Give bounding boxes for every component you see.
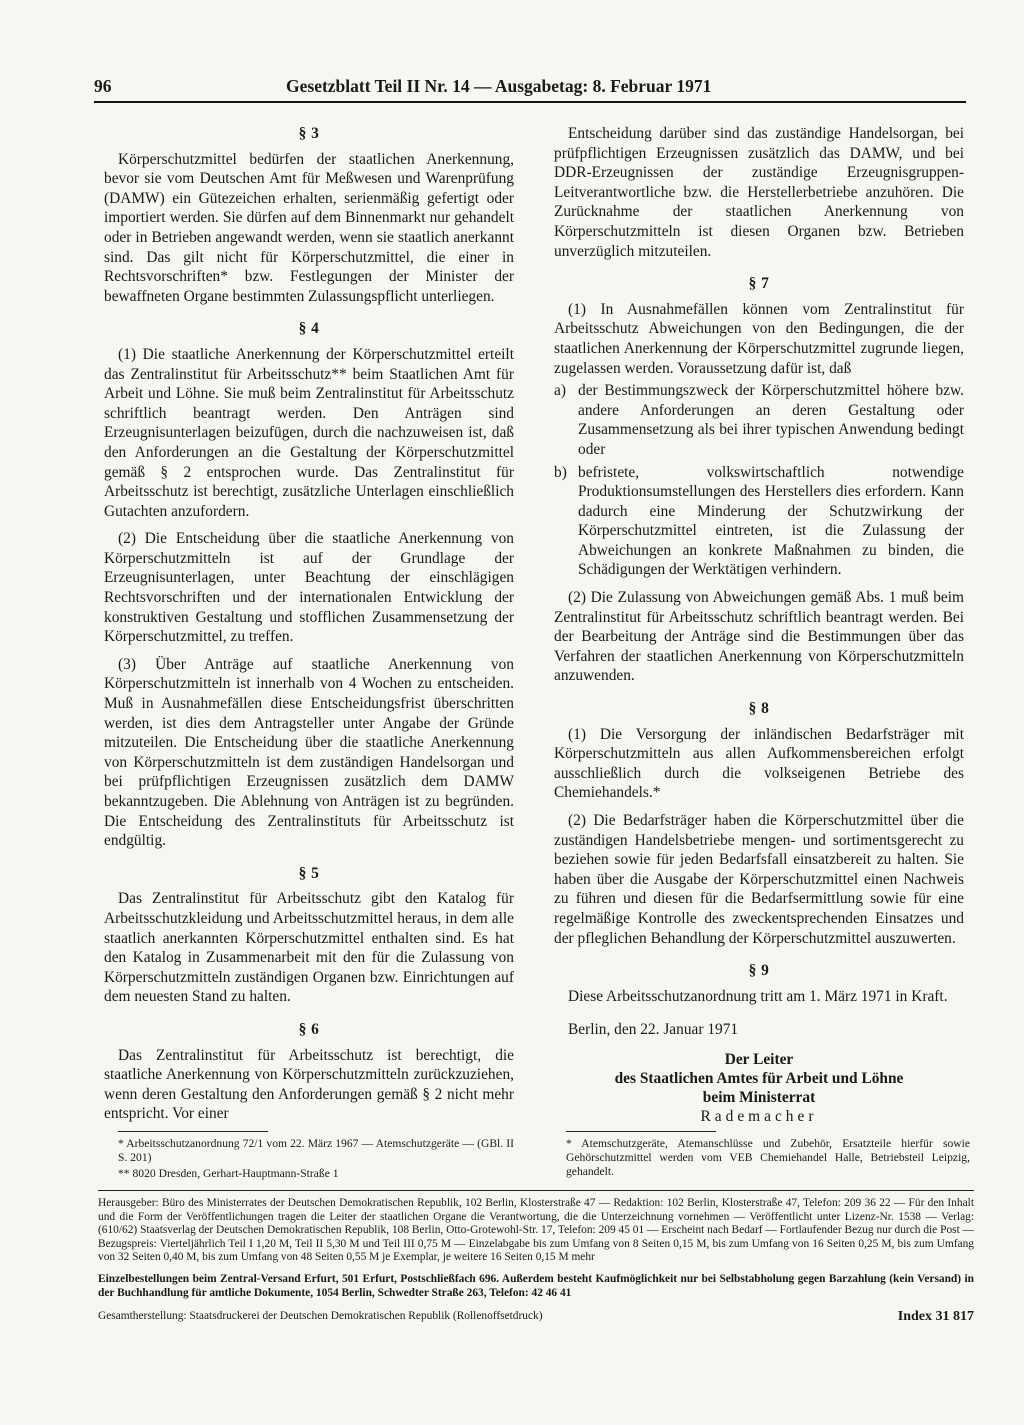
signatory-name: Rademacher xyxy=(700,1107,818,1125)
imprint-rule xyxy=(98,1190,974,1191)
section-6-heading: § 6 xyxy=(298,1020,320,1038)
section-6-continuation: Entscheidung darüber sind das zuständige Handelsorgan, bei prüfpflichtigen Erzeugnissen zusätzlich das DAMW, und bei DDR-Erzeugnissen der zuständige Erzeugnisgruppen-Leitverantwortliche bzw. die Herstellerbetriebe anzuhören. Die Zurücknahme der staatlichen Anerkennung von Körperschutzmitteln ist diesen Organen bzw. Betrieben unverzüglich mitzuteilen. xyxy=(554,125,964,260)
section-4-heading: § 4 xyxy=(298,320,320,338)
signature-block xyxy=(554,1050,964,1126)
page-number: 96 xyxy=(94,76,112,96)
footnote-rule-right xyxy=(566,1131,716,1132)
section-7-item-b xyxy=(554,463,964,581)
section-6-text: Das Zentralinstitut für Arbeitsschutz ist berechtigt, die staatliche Anerkennung von Körperschutzmitteln zurückzuziehen, wenn deren Gestaltung den Anforderungen gemäß § 2 nicht mehr entspricht. Vor einer xyxy=(104,1046,514,1123)
section-3-text: Körperschutzmittel bedürfen der staatlichen Anerkennung, bevor sie vom Deutschen Amt für Meßwesen und Warenprüfung (DAMW) ein Gütezeichen erhalten, serienmäßig gefertigt oder importiert werden. Sie dürfen auf dem Binnenmarkt nur gehandelt oder in Betrieben angewandt werden, wenn sie staatlich anerkannt sind. Das gilt nicht für Körperschutzmittel, die einer in Rechtsvorschriften* bzw. Festlegungen der Minister der bewaffneten Organe bestimmten Zulassungspflicht unterliegen. xyxy=(104,150,514,305)
imprint-footer-line xyxy=(98,1310,974,1324)
right-column xyxy=(554,124,964,1126)
item-b-marker: b) xyxy=(554,463,567,481)
item-a-marker: a) xyxy=(554,382,566,400)
section-5-heading: § 5 xyxy=(298,864,320,882)
left-column xyxy=(104,124,514,1124)
section-4-para-3: (3) Über Anträge auf staatliche Anerkennung von Körperschutzmitteln ist innerhalb von 4 Wochen zu entscheiden. Muß in Ausnahmefällen diese Entscheidungsfrist überschritten werden, ist dies dem Antragsteller unter Angabe der Gründe mitzuteilen. Die Entscheidung über die staatliche Anerkennung von Körperschutzmitteln ist dem zuständigen Handelsorgan und bei prüfpflichtigen Erzeugnissen zusätzlich dem DAMW bekanntzugeben. Die Ablehnung von Anträgen ist zu begründen. Die Entscheidung des Zentralinstituts für Arbeitsschutz ist endgültig. xyxy=(104,655,514,850)
footnote-right-1: * Atemschutzgeräte, Atemanschlüsse und Zubehör, Ersatzteile hierfür sowie Gehörschutzmittel werden vom VEB Chemiehandel Halle, Betriebsteil Leipzig, gehandelt. xyxy=(566,1137,970,1178)
section-4-para-1: (1) Die staatliche Anerkennung der Körperschutzmittel erteilt das Zentralinstitut für Arbeitsschutz** beim Staatlichen Amt für Arbeit und Löhne. Sie muß beim Zentralinstitut für Arbeitsschutz schriftlich beantragt werden. Den Anträgen sind Erzeugnisunterlagen beizufügen, durch die nachzuweisen ist, daß den Anforderungen an die Gestaltung der Körperschutzmittel gemäß § 2 entsprochen wurde. Das Zentralinstitut für Arbeitsschutz ist berechtigt, zusätzliche Unterlagen einschließlich Gutachten anzufordern. xyxy=(104,345,514,520)
section-5-text: Das Zentralinstitut für Arbeitsschutz gibt den Katalog für Arbeitsschutzkleidung und Arbeitsschutzmittel heraus, in dem alle staatlich anerkannten Körperschutzmittel enthalten sind. Es hat den Katalog in Zusammenarbeit mit den für die Zulassung von Körperschutzmitteln zuständigen Organen bzw. Einrichtungen auf dem neuesten Stand zu halten. xyxy=(104,890,514,1006)
section-7-item-a xyxy=(554,381,964,459)
section-8-heading: § 8 xyxy=(748,700,770,718)
footnote-left-2: ** 8020 Dresden, Gerhart-Hauptmann-Straße 1 xyxy=(118,1167,339,1180)
page-header xyxy=(94,76,964,100)
header-title: Gesetzblatt Teil II Nr. 14 — Ausgabetag: 8. Februar 1971 xyxy=(286,76,712,96)
section-8-para-2: (2) Die Bedarfsträger haben die Körperschutzmittel über die zuständigen Handelsbetriebe mengen- und sortimentsgerecht zu beziehen sowie für jeden Bedarfsfall einsatzbereit zu halten. Sie haben über die Ausgabe der Körperschutzmittel einen Nachweis zu führen und diesen für die Bedarfsermittlung sowie für eine regelmäßige Kontrolle des zweckentsprechenden Einsatzes und der pfleglichen Behandlung der Körperschutzmittel auszuwerten. xyxy=(554,812,964,947)
section-7-para-1: (1) In Ausnahmefällen können vom Zentralinstitut für Arbeitsschutz Abweichungen von den Bedingungen, die der staatlichen Anerkennung der Körperschutzmittel zugrunde liegen, zugelassen werden. Voraussetzung dafür ist, daß xyxy=(554,300,964,377)
section-7-heading: § 7 xyxy=(748,275,770,293)
date-line: Berlin, den 22. Januar 1971 xyxy=(568,1021,739,1039)
section-9-text: Diese Arbeitsschutzanordnung tritt am 1. März 1971 in Kraft. xyxy=(568,987,948,1005)
imprint-orders: Einzelbestellungen beim Zentral-Versand Erfurt, 501 Erfurt, Postschließfach 696. Außerdem besteht Kaufmöglichkeit nur bei Selbstabholung gegen Barzahlung (kein Versand) in der Buchhandlung für amtliche Dokumente, 1054 Berlin, Schwedter Straße 263, Telefon: 42 46 41 xyxy=(98,1272,974,1299)
index-number: Index 31 817 xyxy=(897,1309,974,1325)
section-4-para-2: (2) Die Entscheidung über die staatliche Anerkennung von Körperschutzmitteln ist auf der Grundlage der Erzeugnisunterlagen, unter Beachtung der einschlägigen Rechtsvorschriften und der internationalen Entwicklung der konstruktiven Gestaltung und stofflichen Zusammensetzung der Körperschutzmittel, zu treffen. xyxy=(104,530,514,646)
item-a-text: der Bestimmungszweck der Körperschutzmittel höhere bzw. andere Anforderungen an deren Gestaltung oder Zusammensetzung als bei ihrer typischen Anwendung bedingt oder xyxy=(578,382,964,458)
footnote-rule-left xyxy=(118,1131,268,1132)
imprint-production: Gesamtherstellung: Staatsdruckerei der Deutschen Demokratischen Republik (Rollenoffsetdruck) xyxy=(98,1310,543,1323)
footnotes-left xyxy=(118,1137,514,1183)
signature-line-1: Der Leiter xyxy=(724,1050,794,1068)
header-rule xyxy=(94,101,966,103)
signature-line-3: beim Ministerrat xyxy=(702,1088,816,1106)
imprint-publisher: Herausgeber: Büro des Ministerrates der Deutschen Demokratischen Republik, 102 Berlin, Klosterstraße 47 — Redaktion: 102 Berlin, Klosterstraße 47, Telefon: 209 36 22 — Für den Inhalt und die Form der Veröffentlichungen tragen die Leiter der staatlichen Organe die Verantwortung, die die Unterzeichnung vornehmen — Veröffentlicht unter Lizenz-Nr. 1538 — Verlag: (610/62) Staatsverlag der Deutschen Demokratischen Republik, 108 Berlin, Otto-Grotewohl-Str. 17, Telefon: 209 45 01 — Erscheint nach Bedarf — Fortlaufender Bezug nur durch die Post — Bezugspreis: Vierteljährlich Teil I 1,20 M, Teil II 5,30 M und Teil III 0,75 M — Einzelabgabe bis zum Umfang von 8 Seiten 0,15 M, bis zum Umfang von 16 Seiten 0,25 M, bis zum Umfang von 32 Seiten 0,40 M, bis zum Umfang von 48 Seiten 0,55 M je Exemplar, je weitere 16 Seiten 0,15 M mehr xyxy=(98,1197,974,1264)
footnotes-right xyxy=(566,1137,970,1181)
signature-line-2: des Staatlichen Amtes für Arbeit und Löhne xyxy=(614,1069,904,1087)
footnote-left-1: * Arbeitsschutzanordnung 72/1 vom 22. März 1967 — Atemschutzgeräte — (GBl. II S. 201) xyxy=(118,1137,514,1164)
section-3-heading: § 3 xyxy=(298,125,320,142)
imprint xyxy=(98,1197,974,1324)
section-7-para-2: (2) Die Zulassung von Abweichungen gemäß Abs. 1 muß beim Zentralinstitut für Arbeitsschutz schriftlich beantragt werden. Bei der Bearbeitung der Anträge sind die Bestimmungen über das Verfahren der staatlichen Anerkennung von Körperschutzmitteln anzuwenden. xyxy=(554,589,964,685)
item-b-text: befristete, volkswirtschaftlich notwendige Produktionsumstellungen des Herstellers dies erfordern. Kann dadurch eine Minderung der Schutzwirkung der Körperschutzmittel eintreten, ist die Zulassung der Abweichungen an konkrete Maßnahmen zu binden, die Schädigungen der Werktätigen verhindern. xyxy=(578,463,964,579)
section-8-para-1: (1) Die Versorgung der inländischen Bedarfsträger mit Körperschutzmitteln aus allen Aufkommensbereichen erfolgt ausschließlich durch die volkseigenen Betriebe des Chemiehandels.* xyxy=(554,725,964,802)
section-9-heading: § 9 xyxy=(748,962,770,980)
